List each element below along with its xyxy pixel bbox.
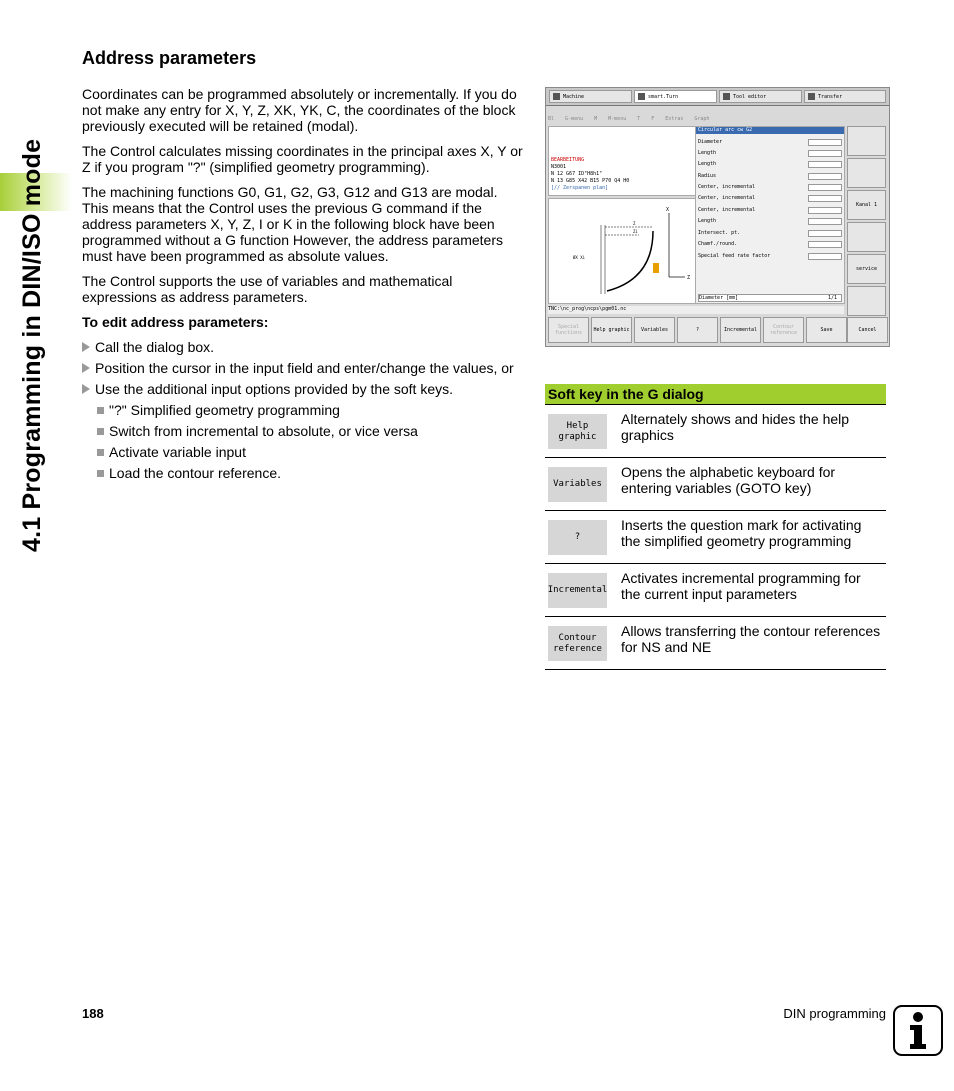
dialog-input[interactable] [808,207,842,214]
softkey-save[interactable]: Save [806,317,847,343]
program-line: N 13 G85 X42 B15 P70 Q4 H0 [551,178,630,184]
dialog-input[interactable] [808,195,842,202]
dialog-input[interactable] [808,150,842,157]
dialog-status: Diameter [mm] 1/1 [698,294,842,302]
graph-label: Zi [633,229,638,234]
tab-transfer[interactable]: Transfer [804,90,886,103]
softkey-cancel[interactable]: Cancel [847,317,888,343]
table-row [545,616,886,670]
dialog-input[interactable] [808,218,842,225]
table-description: Activates incremental programming for the current input parameters [621,570,861,602]
transfer-icon [808,93,815,100]
dialog-field: Length [698,150,842,158]
chapter-side-title: 4.1 Programming in DIN/ISO mode [18,138,46,552]
graph-label: X [666,207,670,213]
square-bullet-icon [97,449,104,456]
table-description: Alternately shows and hides the help graphics [621,411,850,443]
tab-smart-turn[interactable]: smart.Turn [634,90,717,103]
edit-heading: To edit address parameters: [82,314,269,330]
dialog-input[interactable] [808,230,842,237]
arrow-icon [638,93,645,100]
menu-item[interactable]: Graph [694,116,710,122]
dialog-field: Radius [698,173,842,181]
softkey-help-graphic[interactable]: Help graphic [591,317,632,343]
menu-item[interactable]: M-menu [608,116,627,122]
footer-chapter: DIN programming [783,1006,886,1021]
step-item: Use the additional input options provided by the soft keys. [82,381,527,397]
softkey-variables[interactable]: Variables [634,317,675,343]
dialog-input[interactable] [808,184,842,191]
arc-graphic [549,199,695,303]
table-description: Inserts the question mark for activating the simplified geometry programming [621,517,862,549]
dialog-field: Special feed rate factor [698,253,842,261]
section-title: Address parameters [82,48,257,68]
triangle-bullet-icon [82,363,90,373]
body-text [82,86,527,486]
tool-icon [723,93,730,100]
side-button[interactable] [847,158,886,188]
dialog-field: Center, incremental [698,184,842,192]
paragraph: The Control calculates missing coordinates in the principal axes X, Y or Z if you program "?" (simplified geometry programming). [82,143,523,175]
menu-item[interactable]: Extras [665,116,684,122]
tab-tool-editor[interactable]: Tool editor [719,90,802,103]
side-button[interactable] [847,286,886,316]
side-button-label: Kanal 1 [855,202,878,208]
square-bullet-icon [97,428,104,435]
menu-item[interactable]: G-menu [565,116,584,122]
softkey-image: Incremental [548,573,607,608]
dialog-input[interactable] [808,173,842,180]
paragraph: The Control supports the use of variables and mathematical expressions as address parameters. [82,273,453,305]
page-number: 188 [82,1006,104,1021]
menu-item[interactable]: T [637,116,641,122]
softkey-question[interactable]: ? [677,317,718,343]
sub-step-item: Switch from incremental to absolute, or vice versa [82,423,527,439]
paragraph: Coordinates can be programmed absolutely or incrementally. If you do not make any entry for X, Y, Z, XK, YK, C, the coordinates of the block previously executed will be retained (modal). [82,86,517,134]
side-button[interactable] [847,254,886,284]
softkey-image: Variables [548,467,607,502]
side-button-label: service [855,266,878,272]
triangle-bullet-icon [82,342,90,352]
side-button[interactable] [847,222,886,252]
g2-dialog [695,126,845,304]
help-graphic [548,198,696,304]
program-line: BEARBEITUNG [551,157,585,163]
softkey-image: ? [548,520,607,555]
triangle-bullet-icon [82,384,90,394]
table-description: Opens the alphabetic keyboard for entering variables (GOTO key) [621,464,836,496]
dialog-title: Circular arc cw G2 [696,127,844,134]
softkey-table [545,384,886,670]
table-description: Allows transferring the contour references for NS and NE [621,623,881,655]
dialog-field: Center, incremental [698,195,842,203]
square-bullet-icon [97,470,104,477]
tab-machine[interactable]: Machine [549,90,632,103]
dialog-field: Length [698,161,842,169]
table-row [545,563,886,616]
info-icon [893,1005,943,1056]
softkey-image: Help graphic [548,414,607,449]
table-row [545,510,886,563]
program-line: [// Zerspanen plan] [551,185,609,191]
dialog-field: Length [698,218,842,226]
side-button[interactable] [847,126,886,156]
sub-step-item: Load the contour reference. [82,465,527,481]
softkey-contour-reference[interactable]: Contour reference [763,317,804,343]
machine-icon [553,93,560,100]
sub-step-item: "?" Simplified geometry programming [82,402,527,418]
dialog-field: Diameter [698,139,842,147]
dialog-input[interactable] [808,161,842,168]
sub-step-item: Activate variable input [82,444,527,460]
program-editor[interactable] [548,126,696,196]
menu-item[interactable]: F [651,116,655,122]
control-screenshot [545,87,890,347]
dialog-input[interactable] [808,139,842,146]
mode-tab-bar [546,88,889,106]
dialog-field: Intersect. pt. [698,230,842,238]
dialog-input[interactable] [808,241,842,248]
file-path: TNC:\nc_prog\ncps\pgm01.nc [548,306,844,314]
program-line: N3001 [551,164,567,170]
graph-label: Z [633,221,636,226]
softkey-incremental[interactable]: Incremental [720,317,761,343]
graph-label: Z [687,275,691,281]
menu-item[interactable]: Bl [548,116,555,122]
menu-item[interactable]: M [594,116,598,122]
menu-row [548,116,844,124]
table-header: Soft key in the G dialog [545,384,886,404]
program-line: N 12 G67 ID"H8h1" [551,171,603,177]
dialog-field: Chamf./round. [698,241,842,249]
step-item: Call the dialog box. [82,339,527,355]
paragraph: The machining functions G0, G1, G2, G3, G12 and G13 are modal. This means that the Control uses the previous G command if the address parameters X, Y, Z, I or K in the following block have been programmed without a G function However, the address parameters must have been programmed as absolute values. [82,184,503,264]
graph-label: ØX Xi [573,255,586,260]
square-bullet-icon [97,407,104,414]
dialog-input[interactable] [808,253,842,260]
softkey-image: Contour reference [548,626,607,661]
softkey-special-functions[interactable]: Special functions [548,317,589,343]
dialog-field: Center, incremental [698,207,842,215]
side-button[interactable] [847,190,886,220]
table-row [545,457,886,510]
step-item: Position the cursor in the input field and enter/change the values, or [82,360,527,376]
table-row [545,404,886,457]
